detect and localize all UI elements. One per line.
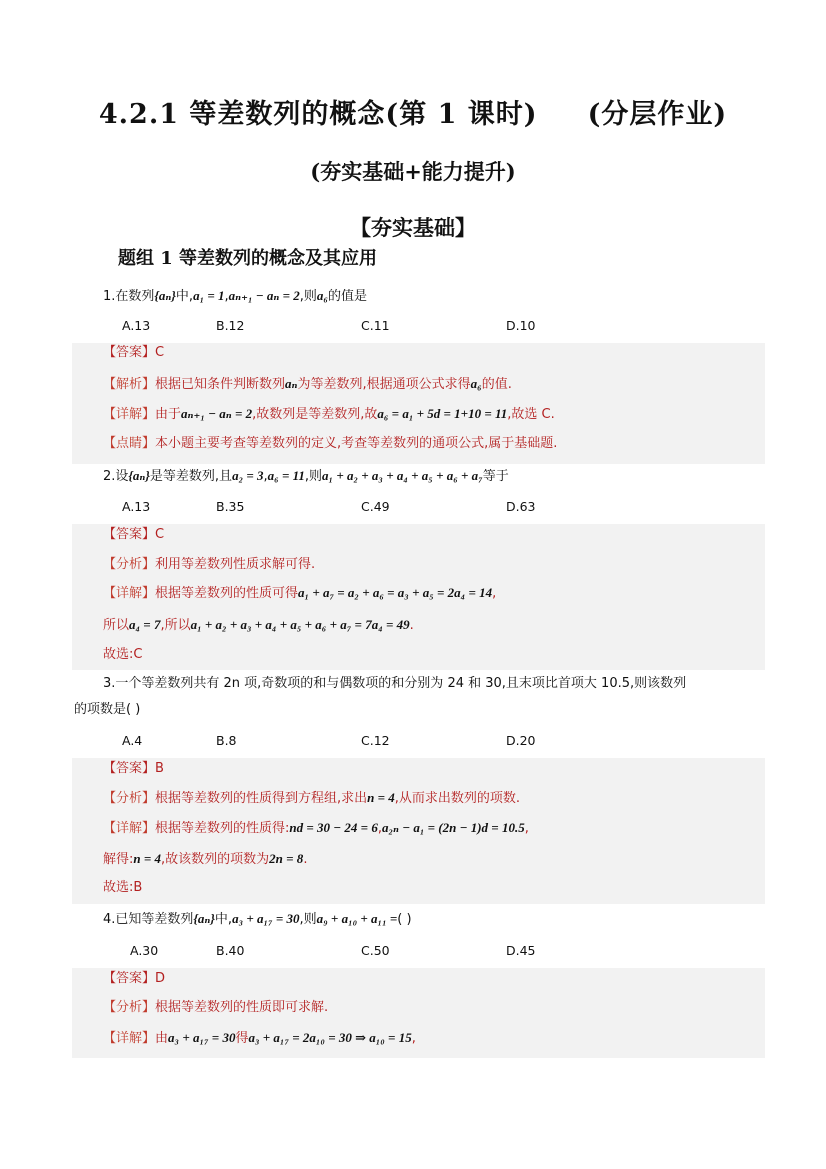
q2-option-a[interactable]: A.13 — [122, 499, 151, 514]
question-3-line2: 的项数是( ) — [74, 702, 141, 717]
q4-answer: 【答案】D — [103, 971, 166, 986]
q3-answer: 【答案】B — [103, 761, 164, 776]
q3-detail: 【详解】根据等差数列的性质得:nd = 30 − 24 = 6,a₂ₙ − a₁ = (2n − 1)d = 10.5, — [103, 820, 529, 836]
page-subtitle: (夯实基础+能力提升) — [310, 159, 516, 184]
q1-option-c[interactable]: C.11 — [361, 318, 390, 333]
question-3-line1: 3.一个等差数列共有 2n 项,奇数项的和与偶数项的和分别为 24 和 30,且末项比首项大 10.5,则该数列 — [103, 676, 687, 691]
q1-option-b[interactable]: B.12 — [216, 318, 245, 333]
question-2: 2.设{aₙ}是等差数列,且a₂ = 3,a₆ = 11,则a₁ + a₂ + a₃ + a₄ + a₅ + a₆ + a₇等于 — [103, 468, 509, 484]
title-main: 4.2.1 等差数列的概念(第 1 课时) — [98, 99, 538, 130]
q4-detail: 【详解】由a₃ + a₁₇ = 30得a₃ + a₁₇ = 2a₁₀ = 30 ⇒ a₁₀ = 15, — [103, 1030, 416, 1046]
q3-option-b[interactable]: B.8 — [216, 733, 237, 748]
q4-option-b[interactable]: B.40 — [216, 943, 245, 958]
q3-option-c[interactable]: C.12 — [361, 733, 390, 748]
q4-option-c[interactable]: C.50 — [361, 943, 390, 958]
q3-option-a[interactable]: A.4 — [122, 733, 143, 748]
q2-choose: 故选:C — [103, 647, 143, 662]
q2-option-d[interactable]: D.63 — [506, 499, 536, 514]
section-title: 【夯实基础】 — [350, 215, 476, 240]
page-title — [0, 92, 826, 131]
q2-analysis: 【分析】利用等差数列性质求解可得. — [103, 557, 316, 572]
q3-choose: 故选:B — [103, 880, 143, 895]
q2-option-c[interactable]: C.49 — [361, 499, 390, 514]
q1-answer: 【答案】C — [103, 345, 165, 360]
title-tag: (分层作业) — [587, 99, 728, 130]
question-1: 1.在数列{aₙ}中,a₁ = 1,aₙ₊₁ − aₙ = 2,则a₆的值是 — [103, 288, 367, 304]
q3-analysis: 【分析】根据等差数列的性质得到方程组,求出n = 4,从而求出数列的项数. — [103, 790, 521, 806]
q4-option-d[interactable]: D.45 — [506, 943, 536, 958]
q3-solve: 解得:n = 4,故该数列的项数为2n = 8. — [103, 851, 308, 867]
q1-detail: 【详解】由于aₙ₊₁ − aₙ = 2,故数列是等差数列,故a₆ = a₁ + 5d = 1+10 = 11,故选 C. — [103, 406, 555, 422]
q1-analysis: 【解析】根据已知条件判断数列aₙ为等差数列,根据通项公式求得a₆的值. — [103, 376, 512, 392]
q4-option-a[interactable]: A.30 — [130, 943, 159, 958]
q4-analysis: 【分析】根据等差数列的性质即可求解. — [103, 1000, 329, 1015]
question-4: 4.已知等差数列{aₙ}中,a₃ + a₁₇ = 30,则a₉ + a₁₀ + a₁₁ =( ) — [103, 911, 412, 927]
q1-option-d[interactable]: D.10 — [506, 318, 536, 333]
group-title: 题组 1 等差数列的概念及其应用 — [118, 248, 378, 269]
q3-option-d[interactable]: D.20 — [506, 733, 536, 748]
q2-detail-line2: 所以a₄ = 7,所以a₁ + a₂ + a₃ + a₄ + a₅ + a₆ + a₇ = 7a₄ = 49. — [103, 617, 414, 633]
q2-option-b[interactable]: B.35 — [216, 499, 245, 514]
q2-answer: 【答案】C — [103, 527, 165, 542]
q1-comment: 【点睛】本小题主要考查等差数列的定义,考查等差数列的通项公式,属于基础题. — [103, 436, 558, 451]
q1-option-a[interactable]: A.13 — [122, 318, 151, 333]
q2-detail: 【详解】根据等差数列的性质可得a₁ + a₇ = a₂ + a₆ = a₃ + a₅ = 2a₄ = 14, — [103, 585, 497, 601]
